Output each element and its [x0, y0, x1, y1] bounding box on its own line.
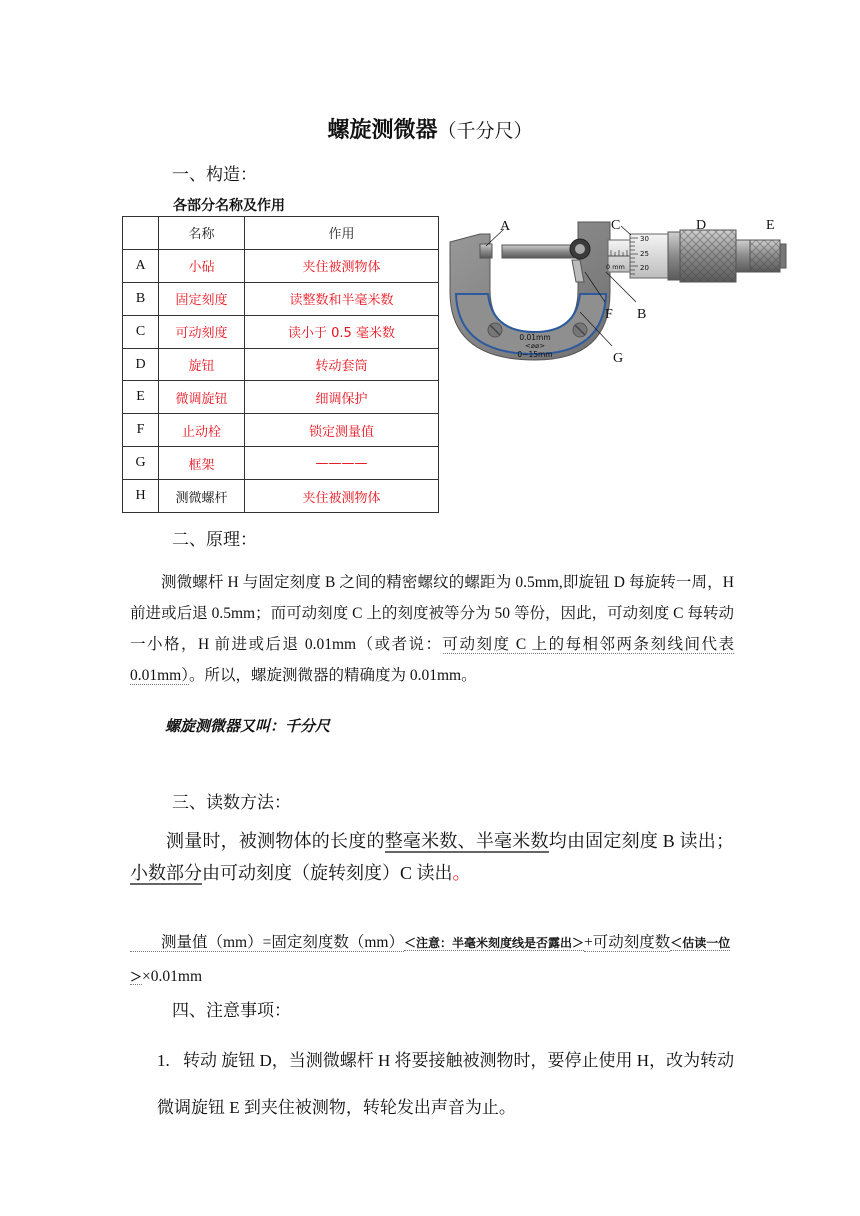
note-item: [157, 1037, 742, 1131]
row-use: 读小于 0.5 毫米数: [245, 315, 439, 348]
alias-note: 螺旋测微器又叫：千分尺: [165, 717, 331, 735]
row-use: ————: [245, 447, 439, 480]
label-c: C: [611, 218, 621, 233]
principle-text-a: 测微螺杆 H 与固定刻度 B 之间的精密螺纹的螺距为 0.5mm,即旋钮 D 每旋转一周，H 前进或后退 0.5mm；而可动刻度 C 上的刻度被等分为 50 等份，因此，可动刻度 C 每转动一小格，H 前进或后退 0.01mm（或者说：: [130, 574, 734, 653]
reading-text-f: 。: [452, 863, 471, 883]
row-use: 锁定测量值: [245, 414, 439, 447]
thimble-number: 25: [640, 250, 649, 258]
sleeve-zero: 0 mm: [606, 263, 625, 271]
table-caption: 各部分名称及作用: [173, 198, 285, 214]
table-header-id: [123, 217, 159, 250]
row-name: 测微螺杆: [159, 480, 245, 513]
micrometer-figure: [440, 212, 790, 372]
reading-text-c: 均由固定刻度 B 读出；: [548, 831, 734, 851]
note-number: 1.: [157, 1051, 170, 1070]
formula-note-half-mm: ＜注意：半毫米刻度线是否露出＞: [403, 936, 584, 950]
thimble-number: 30: [640, 235, 649, 243]
formula-text-b: +可动刻度数: [583, 934, 671, 951]
reading-text-e: 由可动刻度（旋转刻度）C 读出: [202, 863, 453, 883]
table-row: [123, 447, 439, 480]
table-header-row: [123, 217, 439, 250]
row-name: 止动栓: [159, 414, 245, 447]
row-id: C: [123, 315, 159, 348]
row-use: 夹住被测物体: [245, 480, 439, 513]
row-id: H: [123, 480, 159, 513]
table-row: [123, 282, 439, 315]
row-name: 框架: [159, 447, 245, 480]
row-name: 可动刻度: [159, 315, 245, 348]
title-main: 螺旋测微器: [327, 118, 438, 143]
row-name: 固定刻度: [159, 282, 245, 315]
label-g: G: [613, 351, 624, 366]
table-row: [123, 480, 439, 513]
spindle: [502, 245, 580, 258]
table-row: [123, 414, 439, 447]
thimble: [630, 234, 668, 278]
table-row: [123, 381, 439, 414]
reading-paragraph: [130, 825, 734, 889]
row-id: A: [123, 249, 159, 282]
title-sub: （千分尺）: [437, 120, 533, 142]
page-title: [0, 113, 860, 144]
anvil: [480, 244, 492, 258]
reading-text-b: 整毫米数、半毫米数: [384, 831, 549, 851]
label-a: A: [500, 219, 511, 234]
table-header-name: 名称: [159, 217, 245, 250]
row-name: 小砧: [159, 249, 245, 282]
label-e: E: [766, 218, 775, 233]
table-row: [123, 249, 439, 282]
row-use: 读整数和半毫米数: [245, 282, 439, 315]
row-name: 微调旋钮: [159, 381, 245, 414]
frame-text-precision: 0.01mm: [519, 333, 551, 342]
row-use: 细调保护: [245, 381, 439, 414]
note-text: 转动 旋钮 D，当测微螺杆 H 将要接触被测物时，要停止使用 H，改为转动微调旋钮 E 到夹住被测物，转轮发出声音为止。: [157, 1051, 735, 1117]
section-heading-principle: 二、原理：: [172, 530, 257, 550]
formula-text-c: ×0.01mm: [142, 968, 202, 985]
frame-symbol: <⌀⌀>: [524, 342, 546, 350]
row-id: D: [123, 348, 159, 381]
section-heading-notes: 四、注意事项：: [172, 1001, 291, 1021]
row-id: B: [123, 282, 159, 315]
formula-note-estimate: ＜估读一位＞: [130, 936, 731, 984]
row-id: E: [123, 381, 159, 414]
principle-text-c: 。所以，螺旋测微器的精确度为 0.01mm。: [189, 667, 477, 684]
principle-paragraph: [130, 567, 734, 691]
formula-text-a: 测量值（mm）=固定刻度数（mm）: [130, 934, 404, 952]
thimble-number: 20: [640, 264, 649, 272]
label-b: B: [637, 307, 647, 322]
row-id: G: [123, 447, 159, 480]
table-header-use: 作用: [245, 217, 439, 250]
frame-text-range: 0~15mm: [517, 350, 553, 359]
label-d: D: [696, 218, 707, 233]
row-use: 夹住被测物体: [245, 249, 439, 282]
section-heading-reading: 三、读数方法：: [172, 793, 291, 813]
formula: [130, 926, 734, 994]
label-f: F: [605, 307, 613, 322]
row-name: 旋钮: [159, 348, 245, 381]
section-heading-structure: 一、构造：: [172, 165, 257, 185]
row-id: F: [123, 414, 159, 447]
reading-text-d: 小数部分: [130, 863, 202, 883]
principle-text-b: 可动刻度 C 上的每相邻两条刻线间代表 0.01mm）: [130, 636, 734, 684]
table-row: [123, 315, 439, 348]
row-use: 转动套筒: [245, 348, 439, 381]
table-row: [123, 348, 439, 381]
parts-table: [122, 216, 439, 513]
reading-text-a: 测量时，被测物体的长度的: [166, 831, 385, 851]
